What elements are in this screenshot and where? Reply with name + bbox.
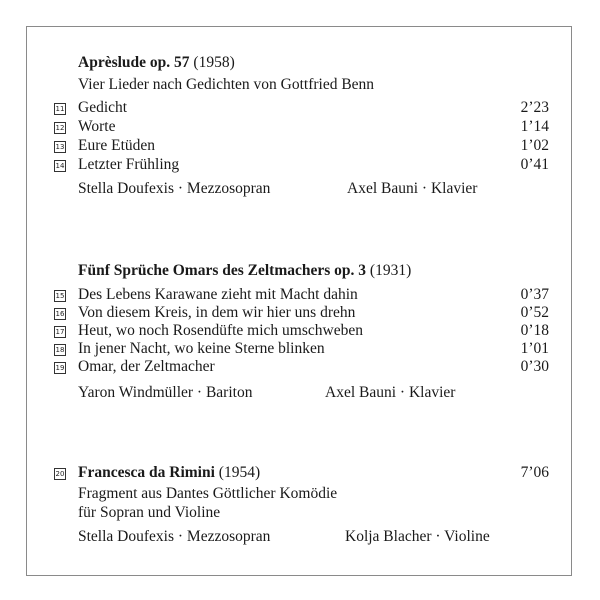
work-year: (1931) xyxy=(366,262,412,279)
track-number: 11 xyxy=(55,105,65,113)
work-title xyxy=(78,463,260,482)
work-title-bold: Fünf Sprüche Omars des Zeltmachers op. 3 xyxy=(78,262,367,279)
track-title: Von diesem Kreis, in dem wir hier uns drehn xyxy=(78,304,356,321)
track-title: In jener Nacht, wo keine Sterne blinken xyxy=(78,340,325,357)
track-title: Omar, der Zeltmacher xyxy=(78,358,215,375)
work-year: (1958) xyxy=(189,54,235,71)
track-duration: 0’18 xyxy=(520,322,549,339)
track-number: 19 xyxy=(55,364,65,372)
track-number: 15 xyxy=(55,292,65,300)
track-title: Heut, wo noch Rosendüfte mich umschweben xyxy=(78,322,363,339)
track-duration: 2’23 xyxy=(520,99,549,116)
track-duration: 1’01 xyxy=(520,340,549,357)
track-number: 16 xyxy=(55,310,65,318)
track-duration: 0’41 xyxy=(520,156,549,173)
track-number: 14 xyxy=(55,162,65,170)
performer: Yaron Windmüller · Bariton xyxy=(78,384,253,401)
performer: Axel Bauni · Klavier xyxy=(325,384,456,401)
track-title: Worte xyxy=(78,118,116,135)
track-number: 20 xyxy=(55,470,65,478)
performer: Stella Doufexis · Mezzosopran xyxy=(78,180,271,197)
track-title: Des Lebens Karawane zieht mit Macht dahin xyxy=(78,286,358,303)
track-duration: 1’02 xyxy=(520,137,549,154)
track-number: 12 xyxy=(55,124,65,132)
work-title xyxy=(78,53,235,72)
performer: Stella Doufexis · Mezzosopran xyxy=(78,528,271,545)
work-title-bold: Francesca da Rimini xyxy=(78,464,215,481)
performer: Kolja Blacher · Violine xyxy=(345,528,490,545)
track-number: 17 xyxy=(55,328,65,336)
work-subtitle: Fragment aus Dantes Göttlicher Komödie xyxy=(78,485,338,502)
track-duration: 0’52 xyxy=(520,304,549,321)
track-duration: 0’30 xyxy=(520,358,549,375)
work-year: (1954) xyxy=(214,464,261,481)
track-duration: 1’14 xyxy=(520,118,549,135)
track-number: 13 xyxy=(55,143,65,151)
track-title: Gedicht xyxy=(78,99,128,116)
track-title: Eure Etüden xyxy=(78,137,156,154)
track-duration: 0’37 xyxy=(520,286,549,303)
track-duration: 7’06 xyxy=(520,464,549,481)
track-title: Letzter Frühling xyxy=(78,156,180,173)
work-subtitle: für Sopran und Violine xyxy=(78,504,221,521)
performer: Axel Bauni · Klavier xyxy=(347,180,478,197)
work-subtitle: Vier Lieder nach Gedichten von Gottfried Benn xyxy=(78,76,375,93)
work-title-bold: Aprèslude op. 57 xyxy=(78,54,190,71)
track-number: 18 xyxy=(55,346,65,354)
work-title xyxy=(78,261,411,280)
